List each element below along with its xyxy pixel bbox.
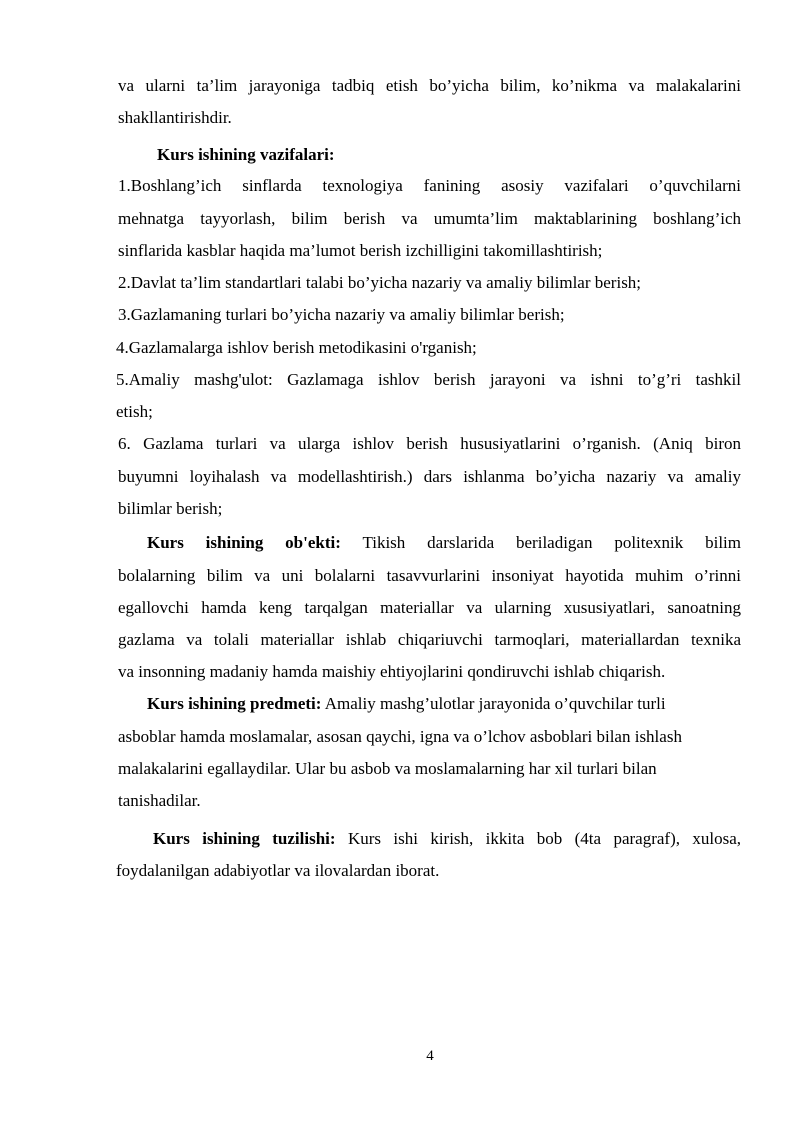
vazifa-5-line-2: etish; (116, 402, 153, 421)
vazifalari-heading: Kurs ishining vazifalari: (157, 145, 335, 164)
predmeti-label: Kurs ishining predmeti: (147, 694, 322, 713)
obekti-line-1: Kurs ishining ob'ekti: Tikish darslarida beriladigan politexnik bilim (147, 533, 741, 552)
predmeti-line-1: Kurs ishining predmeti: Amaliy mashg’ulotlar jarayonida o’quvchilar turli (147, 694, 666, 713)
obekti-line-3: egallovchi hamda keng tarqalgan materiallar va ularning xususiyatlari, sanoatning (118, 598, 741, 617)
page-number: 4 (426, 1048, 434, 1064)
vazifa-1-line-1: 1.Boshlang’ich sinflarda texnologiya fanining asosiy vazifalari o’quvchilarni (118, 176, 741, 195)
obekti-label: Kurs ishining ob'ekti: (147, 533, 341, 552)
vazifa-4: 4.Gazlamalarga ishlov berish metodikasini o'rganish; (116, 338, 477, 357)
vazifa-1-line-3: sinflarida kasblar haqida ma’lumot berish izchilligini takomillashtirish; (118, 241, 603, 260)
vazifa-3: 3.Gazlamaning turlari bo’yicha nazariy va amaliy bilimlar berish; (118, 305, 565, 324)
predmeti-line-3: malakalarini egallaydilar. Ular bu asbob va moslamalarning har xil turlari bilan (118, 759, 657, 778)
obekti-line-2: bolalarning bilim va uni bolalarni tasavvurlarini insoniyat hayotida muhim o’rinni (118, 566, 741, 585)
intro-line-2: shakllantirishdir. (118, 108, 232, 127)
vazifa-5-line-1: 5.Amaliy mashg'ulot: Gazlamaga ishlov berish jarayoni va ishni to’g’ri tashkil (116, 370, 741, 389)
obekti-line-5: va insonning madaniy hamda maishiy ehtiyojlarini qondiruvchi ishlab chiqarish. (118, 662, 666, 681)
tuzilishi-line-2: foydalanilgan adabiyotlar va ilovalardan iborat. (116, 861, 440, 880)
obekti-line-4: gazlama va tolali materiallar ishlab chiqariuvchi tarmoqlari, materiallardan texnika (118, 630, 741, 649)
vazifa-6-line-1: 6. Gazlama turlari va ularga ishlov berish hususiyatlarini o’rganish. (Aniq biron (118, 434, 741, 453)
predmeti-line-2: asboblar hamda moslamalar, asosan qaychi, igna va o’lchov asboblari bilan ishlash (118, 727, 682, 746)
predmeti-line-4: tanishadilar. (118, 791, 201, 810)
tuzilishi-label: Kurs ishining tuzilishi: (153, 829, 336, 848)
vazifa-2: 2.Davlat ta’lim standartlari talabi bo’yicha nazariy va amaliy bilimlar berish; (118, 273, 642, 292)
tuzilishi-line-1: Kurs ishining tuzilishi: Kurs ishi kirish, ikkita bob (4ta paragraf), xulosa, (153, 829, 742, 848)
vazifa-6-line-2: buyumni loyihalash va modellashtirish.) dars ishlanma bo’yicha nazariy va amaliy (118, 467, 741, 486)
intro-line-1: va ularni ta’lim jarayoniga tadbiq etish bo’yicha bilim, ko’nikma va malakalarini (118, 76, 741, 95)
vazifa-1-line-2: mehnatga tayyorlash, bilim berish va umumta’lim maktablarining boshlang’ich (118, 209, 741, 228)
vazifa-6-line-3: bilimlar berish; (118, 499, 223, 518)
